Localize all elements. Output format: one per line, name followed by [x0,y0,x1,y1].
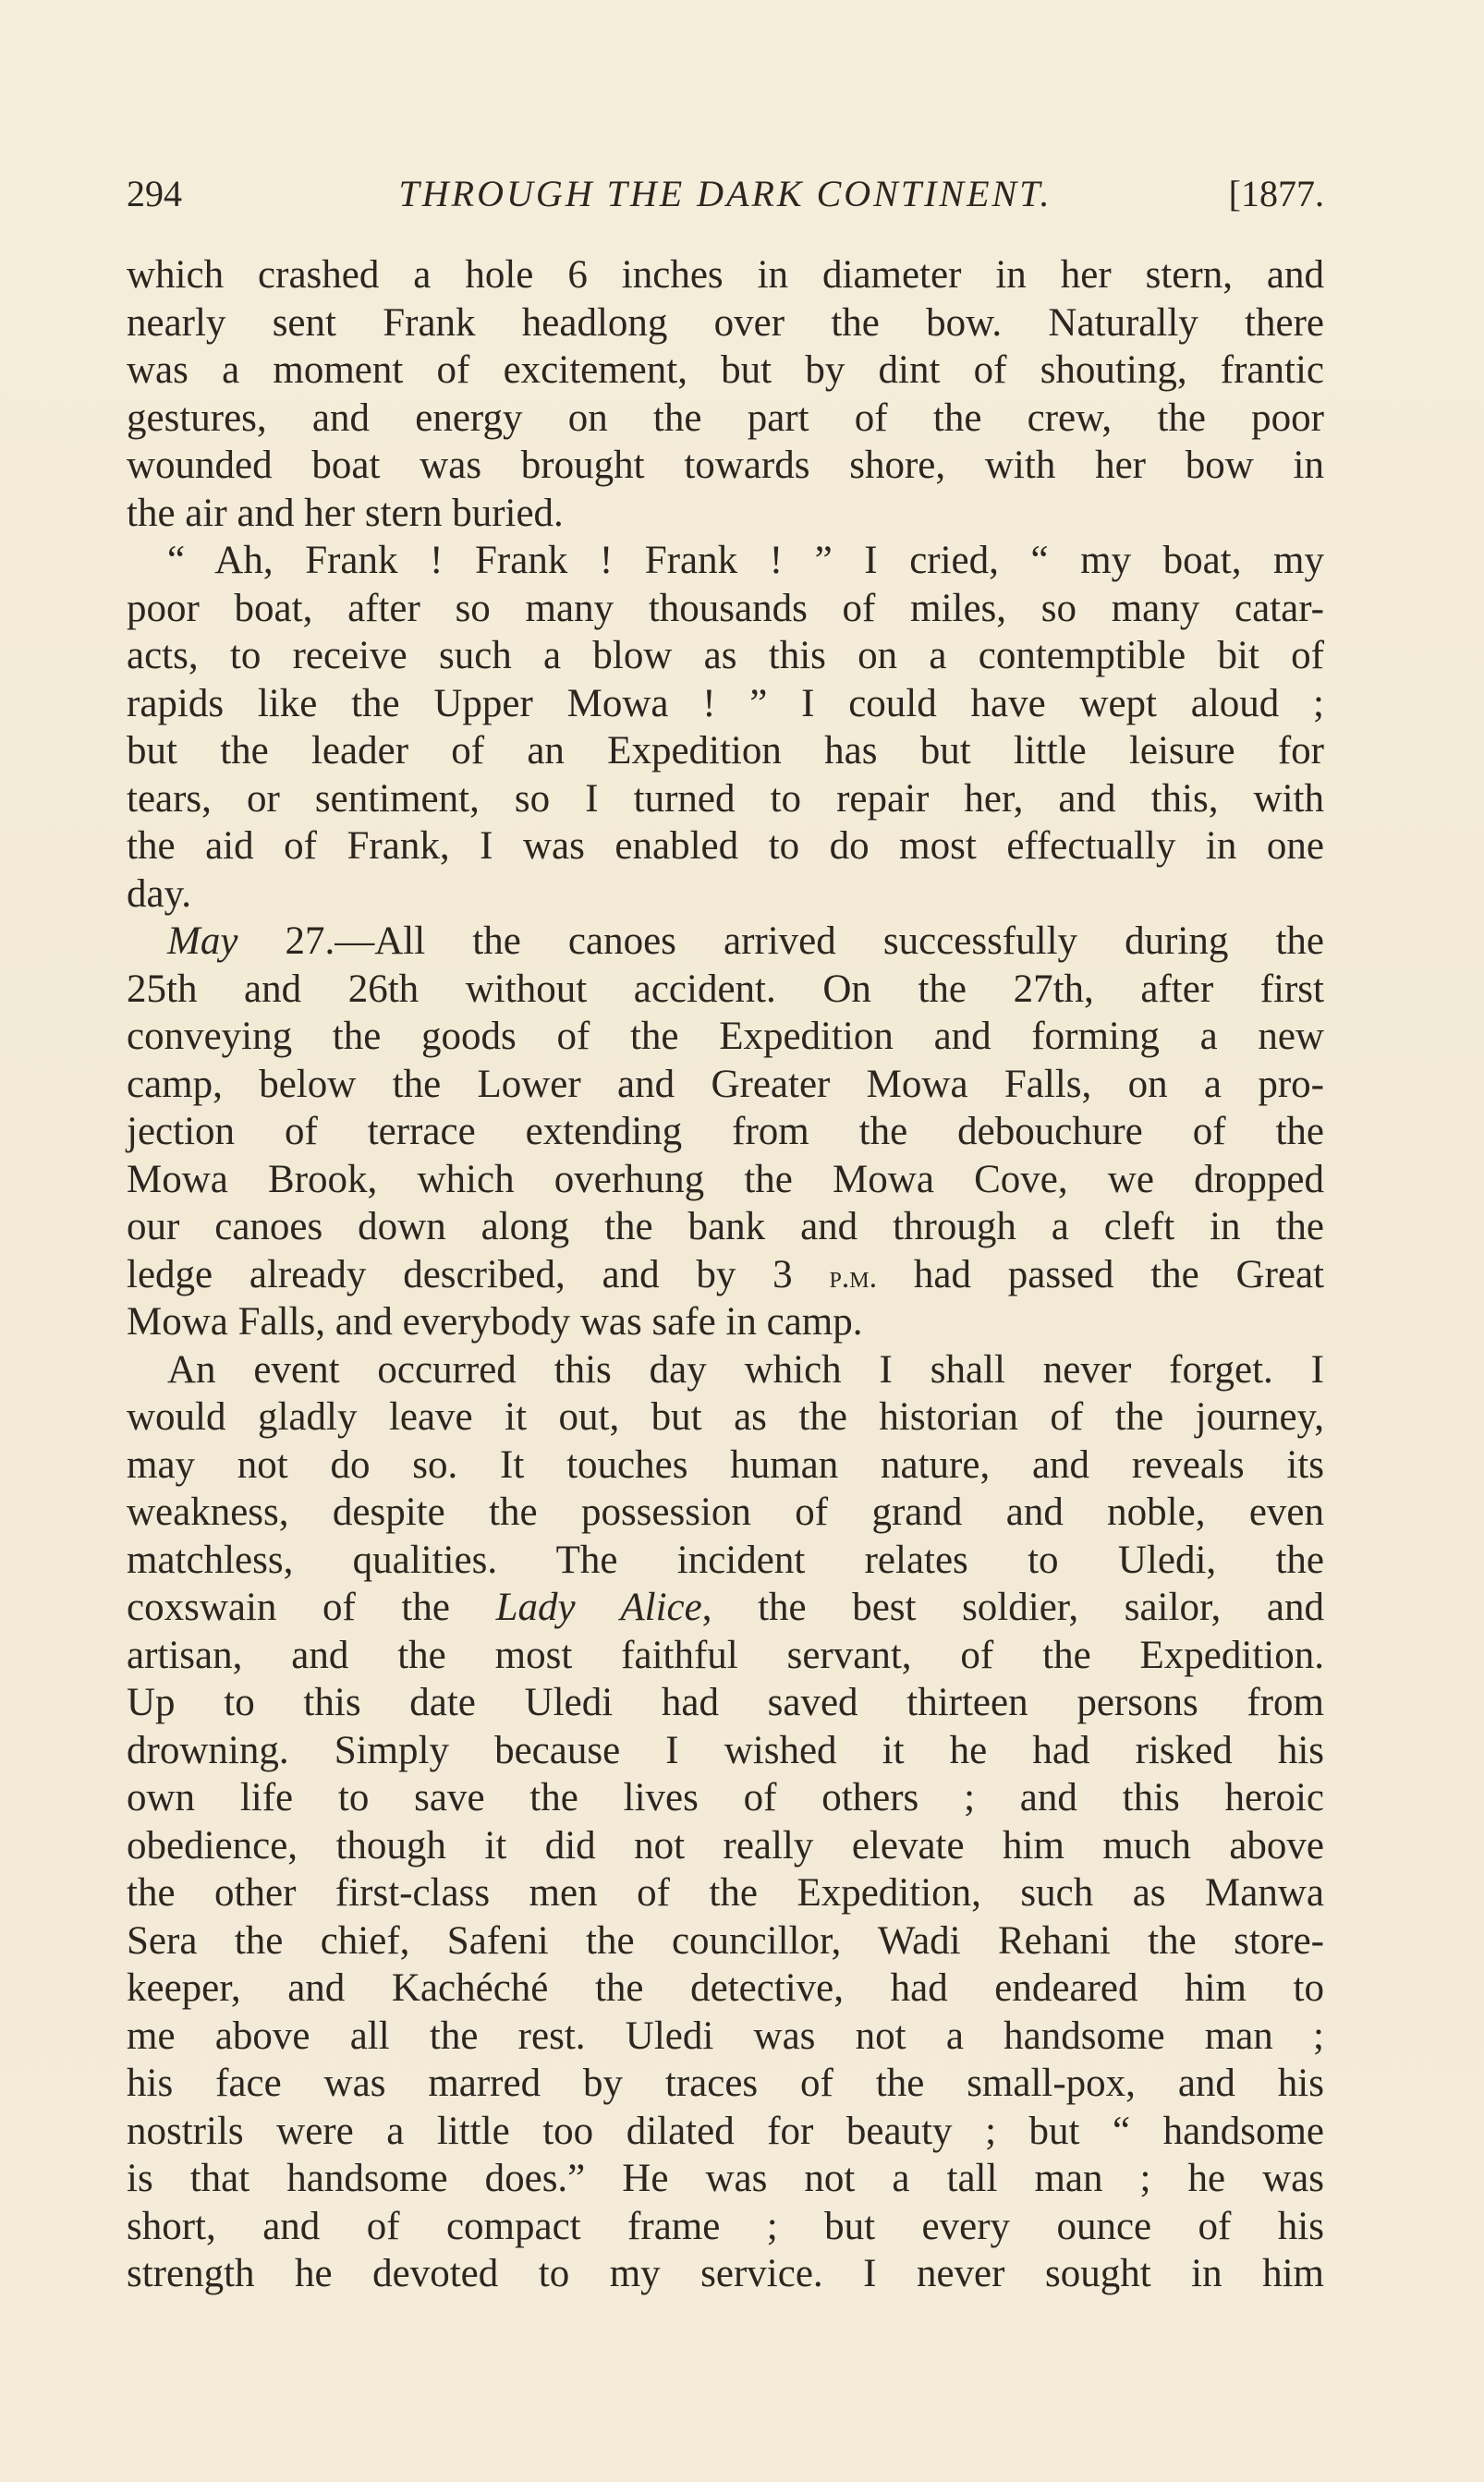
text-segment: ledge already described, and by 3 [127,1252,830,1296]
text-line: matchless, qualities. The incident relates to Uledi, the [127,1538,1324,1582]
text-line: tears, or sentiment, so I turned to repair her, and this, with [127,776,1324,821]
text-line: would gladly leave it out, but as the historian of the journey, [127,1395,1324,1439]
text-line: An event occurred this day which I shall never forget. I [167,1347,1324,1392]
text-line: strength he devoted to my service. I never sought in him [127,2252,1324,2295]
text-line: Up to this date Uledi had saved thirteen persons from [127,1681,1324,1724]
text-line: gestures, and energy on the part of the crew, the poor [127,395,1324,440]
text-line: “ Ah, Frank ! Frank ! Frank ! ” I cried, “ my boat, my [167,539,1324,582]
text-line: keeper, and Kachéché the detective, had endeared him to [127,1966,1324,2010]
text-line: short, and of compact frame ; but every ounce of his [127,2204,1324,2248]
text-line: was a moment of excitement, but by dint of shouting, frantic [127,348,1324,392]
page-header [127,166,1324,222]
text-line [127,918,1324,966]
text-line: drowning. Simply because I wished it he had risked his [127,1728,1324,1772]
text-line [127,1584,1324,1632]
text-line: day. [127,871,192,916]
text-line: conveying the goods of the Expedition and forming a new [127,1015,1324,1058]
text-line: may not do so. It touches human nature, and reveals its [127,1442,1324,1487]
text-line: weakness, despite the possession of grand and noble, even [127,1490,1324,1534]
text-line: but the leader of an Expedition has but little leisure for [127,729,1324,773]
text-line: the air and her stern buried. [127,491,564,535]
text-segment: coxswain of the [127,1586,496,1629]
text-segment: had passed the Great [877,1252,1325,1296]
page-number: 294 [127,173,182,214]
running-title: THROUGH THE DARK CONTINENT. [398,173,1052,214]
text-line: his face was marred by traces of the small-pox, and his [127,2062,1324,2105]
text-line: nearly sent Frank headlong over the bow. Naturally there [127,300,1324,345]
date-label: May [167,919,238,963]
text-line: artisan, and the most faithful servant, of the Expedition. [127,1633,1324,1677]
text-line: the aid of Frank, I was enabled to do most effectually in one [127,824,1324,868]
text-line: 25th and 26th without accident. On the 27th, after first [127,967,1324,1011]
text-line: own life to save the lives of others ; and this heroic [127,1776,1324,1819]
text-line: obedience, though it did not really elevate him much above [127,1823,1324,1868]
text-line: is that handsome does.” He was not a tall man ; he was [127,2157,1324,2200]
text-line [127,1251,1324,1299]
text-line: acts, to receive such a blow as this on a contemptible bit of [127,634,1324,677]
text-line: camp, below the Lower and Greater Mowa Falls, on a pro- [127,1062,1324,1106]
text-line: jection of terrace extending from the debouchure of the [127,1110,1324,1153]
text-line: me above all the rest. Uledi was not a handsome man ; [127,2014,1324,2058]
text-line: poor boat, after so many thousands of miles, so many catar- [127,586,1324,630]
text-line: wounded boat was brought towards shore, with her bow in [127,444,1324,487]
text-segment: , the best soldier, sailor, and [701,1586,1324,1629]
text-line: Sera the chief, Safeni the councillor, Wadi Rehani the store- [127,1918,1324,1963]
text-line: the other first-class men of the Expedition, such as Manwa [127,1871,1324,1915]
time-abbreviation: p.m. [829,1259,878,1295]
text-line: Mowa Brook, which overhung the Mowa Cove, we dropped [127,1157,1324,1201]
text-line: our canoes down along the bank and through a cleft in the [127,1205,1324,1248]
body-text [127,251,1324,2298]
header-year: [1877. [1228,173,1324,214]
text-segment: 27.—All the canoes arrived successfully during the [237,919,1324,963]
boat-name: Lady Alice [495,1586,702,1629]
text-line: Mowa Falls, and everybody was safe in camp. [127,1300,863,1344]
text-line: nostrils were a little too dilated for beauty ; but “ handsome [127,2109,1324,2153]
text-line: rapids like the Upper Mowa ! ” I could have wept aloud ; [127,681,1324,725]
text-line: which crashed a hole 6 inches in diameter in her stern, and [127,253,1324,297]
